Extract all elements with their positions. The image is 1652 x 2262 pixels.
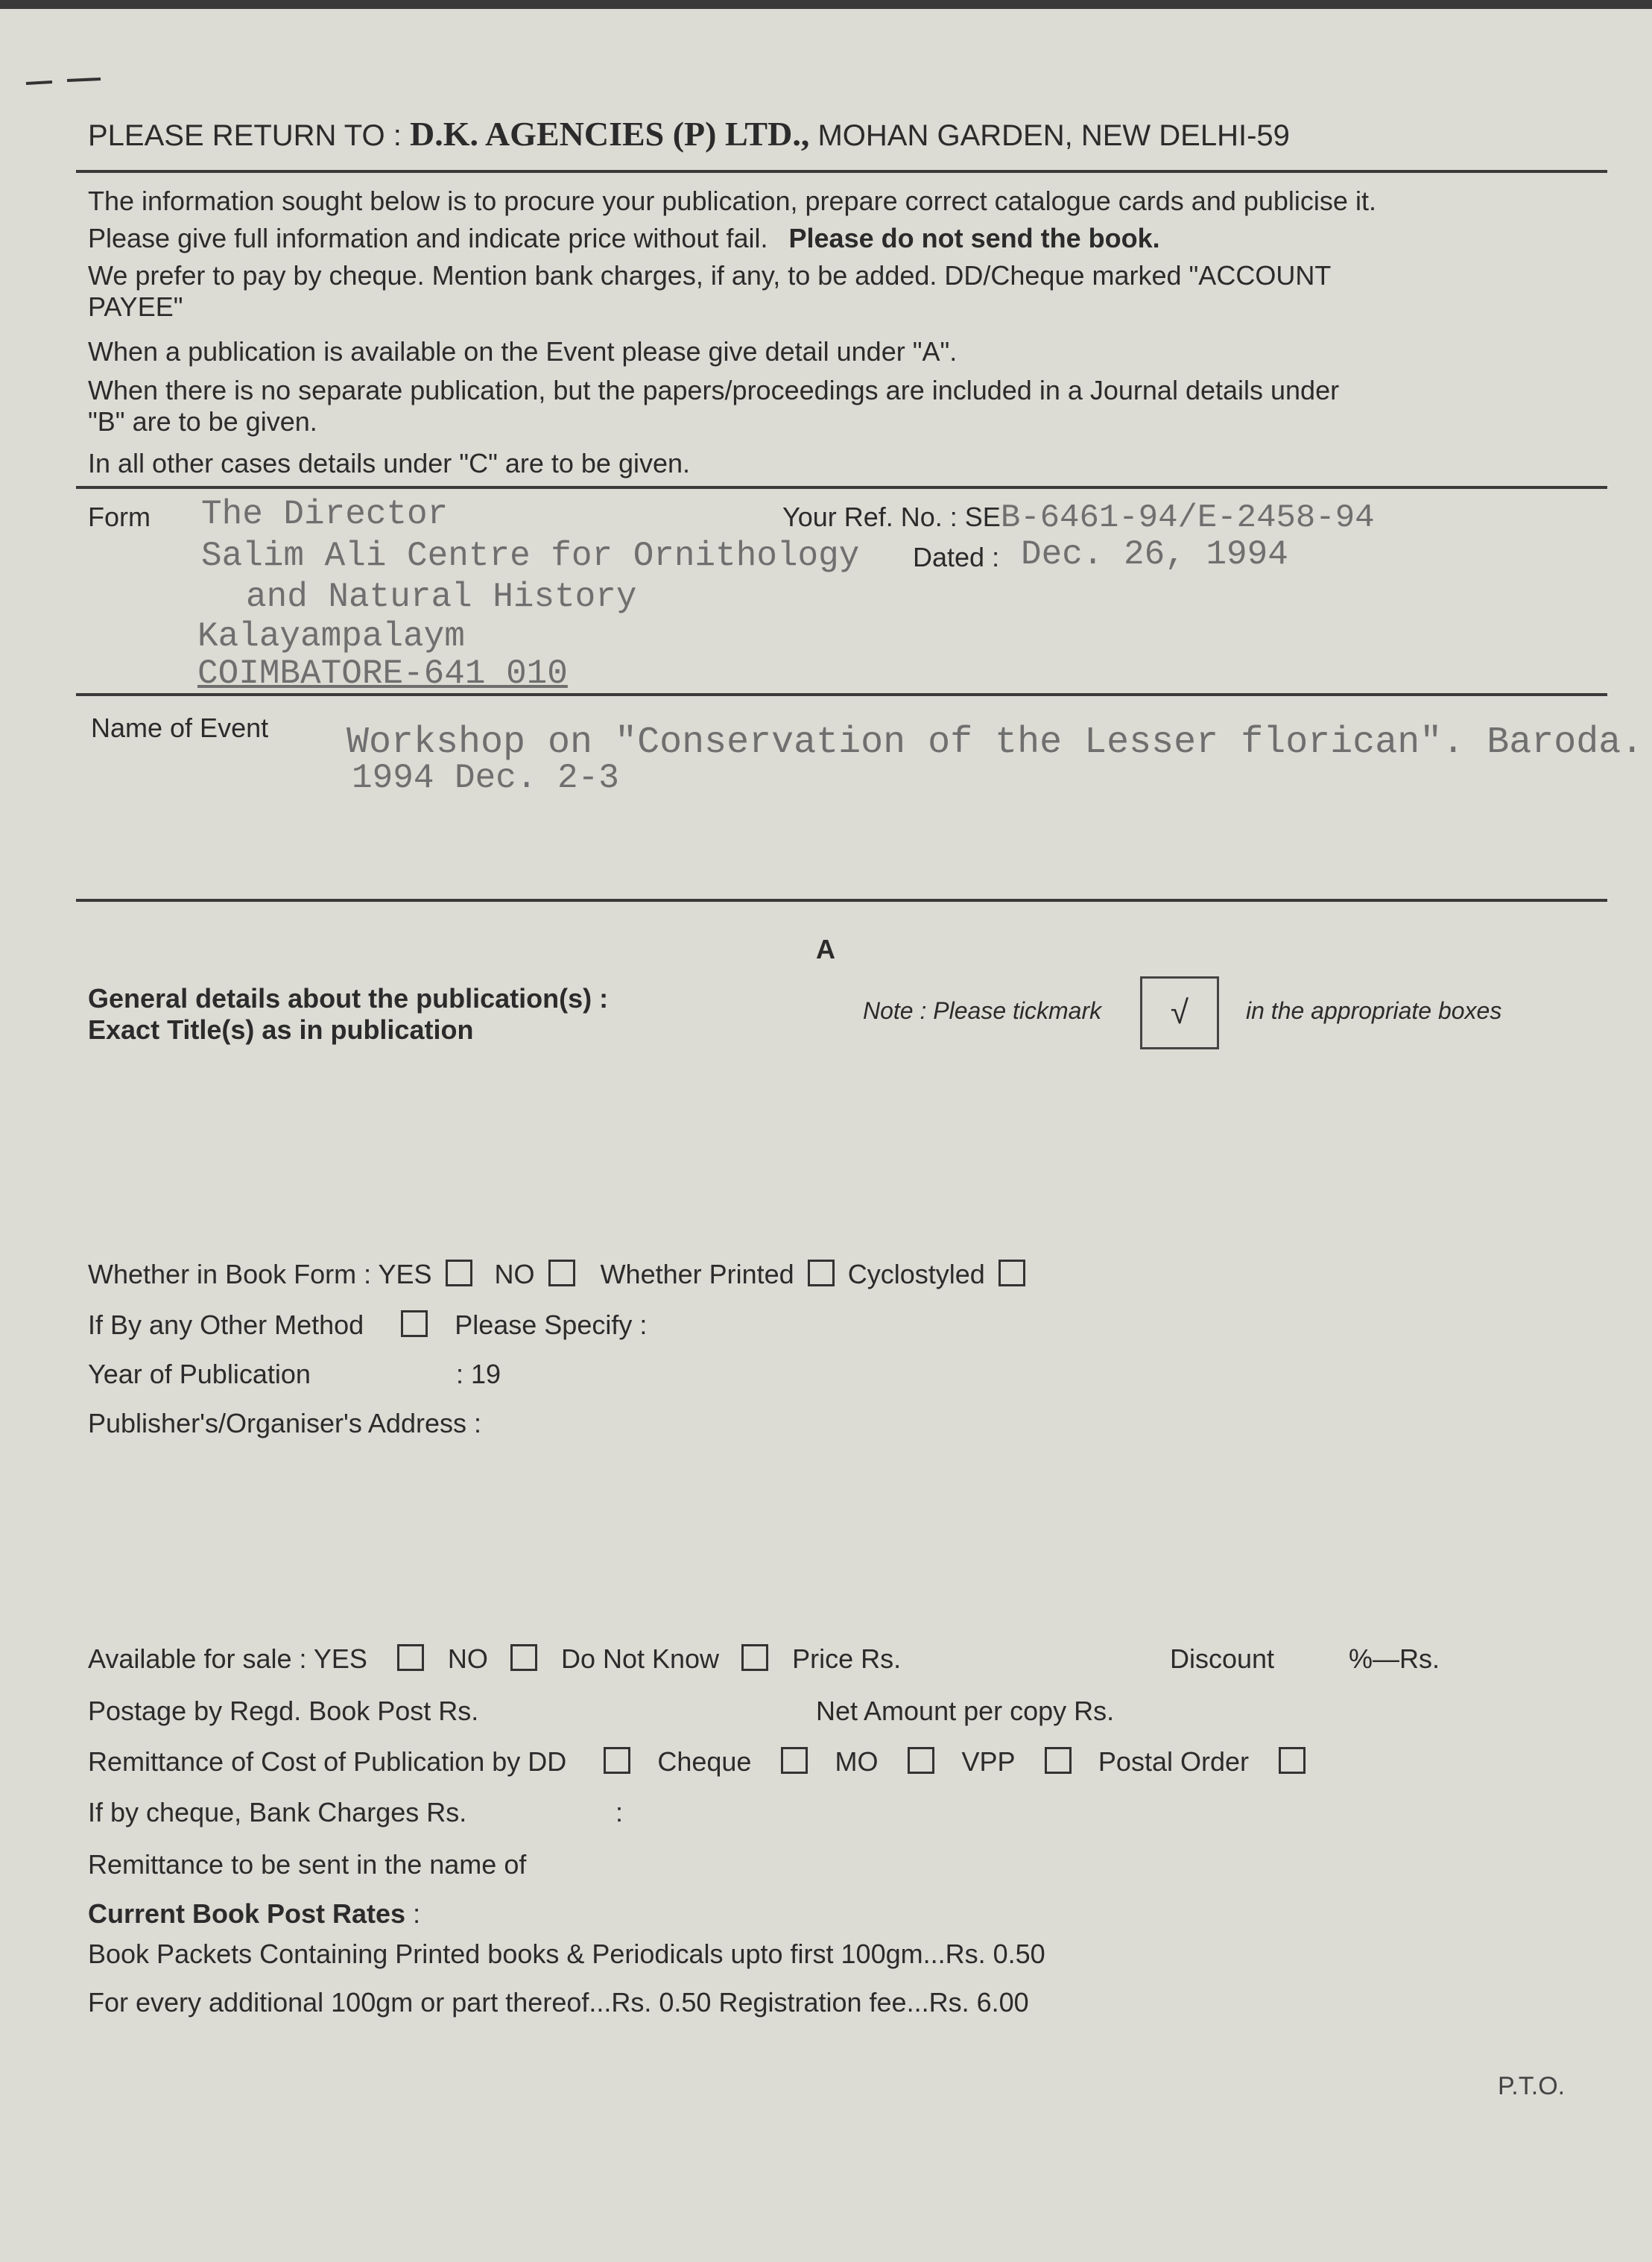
- book-form-no-checkbox[interactable]: [548, 1260, 575, 1286]
- instruction-3b: PAYEE": [88, 291, 183, 322]
- available-no-checkbox[interactable]: [510, 1644, 537, 1671]
- divider: [76, 899, 1607, 902]
- instruction-price: Please give full information and indicate price without fail.: [88, 223, 768, 253]
- from-line-4: Kalayampalaym: [197, 617, 465, 656]
- header: [88, 115, 1290, 153]
- ref-number: [782, 499, 1375, 537]
- net-amount-label: Net Amount per copy Rs.: [816, 1696, 1115, 1726]
- exact-title-label: Exact Title(s) as in publication: [88, 1014, 474, 1045]
- postal-order-label: Postal Order: [1098, 1746, 1249, 1777]
- from-line-2: Salim Ali Centre for Ornithology: [201, 537, 860, 575]
- year-value: : 19: [456, 1359, 501, 1389]
- divider: [76, 486, 1607, 489]
- available-yes-checkbox[interactable]: [397, 1644, 424, 1671]
- remit-name-label: Remittance to be sent in the name of: [88, 1849, 527, 1880]
- instruction-2: [88, 222, 1160, 255]
- instruction-1: The information sought below is to procure your publication, prepare correct catalogue cards and publicise it.: [88, 186, 1376, 216]
- instruction-6: In all other cases details under "C" are to be given.: [88, 448, 691, 478]
- printed-label: Whether Printed: [600, 1259, 794, 1289]
- event-label: Name of Event: [91, 713, 269, 743]
- pen-mark: [22, 75, 104, 89]
- do-not-know-label: Do Not Know: [560, 1643, 720, 1674]
- discount-percent: %—Rs.: [1349, 1643, 1440, 1674]
- from-line-3: and Natural History: [246, 578, 637, 616]
- instruction-5b: "B" are to be given.: [88, 406, 317, 437]
- dated-value: Dec. 26, 1994: [1021, 535, 1288, 574]
- bank-charges-colon: :: [615, 1797, 624, 1827]
- available-no-label: NO: [447, 1643, 488, 1674]
- ref-value: B-6461-94/E-2458-94: [1000, 499, 1375, 537]
- vpp-checkbox[interactable]: [1045, 1747, 1072, 1774]
- mo-label: MO: [835, 1746, 879, 1777]
- instruction-5: When there is no separate publication, but the papers/proceedings are included in a Journal details under: [88, 375, 1340, 405]
- available-row: [88, 1643, 901, 1675]
- printed-checkbox[interactable]: [808, 1260, 835, 1286]
- rates-line-1: Book Packets Containing Printed books & Periodicals upto first 100gm...Rs. 0.50: [88, 1939, 1045, 1969]
- remittance-row: [88, 1746, 1311, 1778]
- other-method-row: [88, 1309, 647, 1342]
- note-suffix: in the appropriate boxes: [1246, 997, 1502, 1024]
- do-not-know-checkbox[interactable]: [741, 1644, 768, 1671]
- dated-label: Dated :: [913, 542, 1000, 572]
- publisher-address-label: Publisher's/Organiser's Address :: [88, 1408, 481, 1438]
- divider: [76, 693, 1607, 696]
- price-label: Price Rs.: [792, 1643, 902, 1674]
- postage-label: Postage by Regd. Book Post Rs.: [88, 1696, 479, 1726]
- event-line-1: Workshop on "Conservation of the Lesser florican". Baroda.: [346, 721, 1644, 764]
- note-prefix: Note : Please tickmark: [863, 997, 1102, 1024]
- section-a-marker: A: [816, 934, 835, 964]
- cheque-checkbox[interactable]: [781, 1747, 808, 1774]
- instruction-do-not-send: Please do not send the book.: [788, 223, 1160, 253]
- other-method-checkbox[interactable]: [401, 1310, 428, 1337]
- book-form-row: [88, 1258, 1031, 1291]
- dd-checkbox[interactable]: [604, 1747, 630, 1774]
- cyclostyled-label: Cyclostyled: [847, 1259, 985, 1289]
- instruction-4: When a publication is available on the Event please give detail under "A".: [88, 336, 958, 367]
- book-form-no-label: NO: [494, 1259, 535, 1289]
- available-label: Available for sale : YES: [88, 1643, 367, 1674]
- rates-title-row: [88, 1898, 420, 1930]
- postal-order-checkbox[interactable]: [1279, 1747, 1306, 1774]
- tick-icon: √: [1170, 994, 1189, 1031]
- instruction-3: We prefer to pay by cheque. Mention bank charges, if any, to be added. DD/Cheque marked "ACCOUNT: [88, 260, 1332, 291]
- from-line-5: COIMBATORE-641 010: [197, 654, 568, 693]
- header-prefix: PLEASE RETURN TO :: [88, 119, 402, 152]
- divider: [76, 170, 1607, 173]
- tickmark-box: [1140, 976, 1219, 1049]
- other-method-label: If By any Other Method: [88, 1310, 364, 1340]
- general-details-label: General details about the publication(s) :: [88, 983, 609, 1014]
- year-label: Year of Publication: [88, 1359, 311, 1389]
- cyclostyled-checkbox[interactable]: [999, 1260, 1025, 1286]
- top-edge-band: [0, 0, 1652, 9]
- pto-label: P.T.O.: [1498, 2072, 1566, 2100]
- ref-label: Your Ref. No. : SE: [782, 502, 1001, 532]
- company-address: MOHAN GARDEN, NEW DELHI-59: [817, 119, 1290, 152]
- bank-charges-label: If by cheque, Bank Charges Rs.: [88, 1797, 467, 1827]
- discount-label: Discount: [1170, 1643, 1275, 1674]
- remittance-label: Remittance of Cost of Publication by DD: [88, 1746, 567, 1777]
- event-line-2: 1994 Dec. 2-3: [352, 759, 619, 797]
- from-line-1: The Director: [201, 495, 449, 534]
- rates-line-2: For every additional 100gm or part thereof...Rs. 0.50 Registration fee...Rs. 6.00: [88, 1987, 1029, 2018]
- form-label: Form: [88, 502, 151, 532]
- book-form-yes-checkbox[interactable]: [446, 1260, 472, 1286]
- cheque-label: Cheque: [657, 1746, 752, 1777]
- please-specify-label: Please Specify :: [455, 1310, 648, 1340]
- rates-colon: :: [413, 1898, 421, 1929]
- rates-title: Current Book Post Rates: [88, 1898, 406, 1929]
- mo-checkbox[interactable]: [908, 1747, 934, 1774]
- book-form-label: Whether in Book Form : YES: [88, 1259, 432, 1289]
- vpp-label: VPP: [961, 1746, 1015, 1777]
- company-name: D.K. AGENCIES (P) LTD.,: [409, 115, 810, 153]
